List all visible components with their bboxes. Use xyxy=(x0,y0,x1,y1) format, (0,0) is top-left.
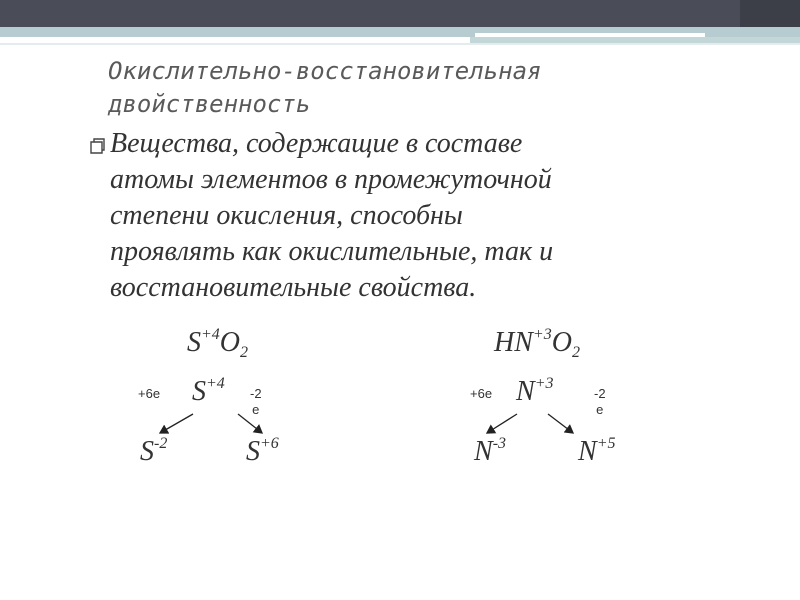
formula-subscript: 2 xyxy=(240,344,249,361)
electron-loss-value: -2 xyxy=(594,386,606,401)
formula-oxidation-state: +4 xyxy=(201,326,220,343)
formula-element: N xyxy=(578,436,597,467)
formula-element: S xyxy=(187,327,201,358)
formula-element: S xyxy=(192,376,206,407)
arrow-right-down-icon xyxy=(238,414,262,433)
arrow-left-down-icon xyxy=(487,414,517,433)
formula-element: HN xyxy=(494,327,533,358)
formula-element: S xyxy=(246,436,260,467)
formula-oxidation-state: +3 xyxy=(534,375,554,392)
formula-oxidation-state: +3 xyxy=(532,326,552,343)
electron-gain-label: +6е xyxy=(470,386,493,401)
body-line: атомы элементов в промежуточной xyxy=(110,164,552,195)
arrow-left-down-icon xyxy=(160,414,193,433)
formula-element: N xyxy=(516,376,535,407)
formula-subscript: 2 xyxy=(571,344,580,361)
formula-element: S xyxy=(140,436,154,467)
formula-oxidation-state: +5 xyxy=(596,435,616,452)
formula-oxidation-state: +6 xyxy=(260,435,279,452)
electron-gain-label: +6е xyxy=(138,386,161,401)
slide-title-line-1: Окислительно-восстановительная xyxy=(108,57,542,85)
body-line: проявлять как окислительные, так и xyxy=(110,236,554,267)
body-line: степени окисления, способны xyxy=(110,200,463,231)
electron-loss-unit: е xyxy=(252,402,260,417)
formula-element: O xyxy=(551,327,572,358)
body-line: восстановительные свойства. xyxy=(110,272,477,303)
electron-loss-unit: е xyxy=(596,402,604,417)
arrow-right-down-icon xyxy=(548,414,573,433)
formula-oxidation-state: -2 xyxy=(154,435,168,452)
formula-oxidation-state: +4 xyxy=(206,375,225,392)
body-line: Вещества, содержащие в составе xyxy=(110,128,523,159)
formula-element: N xyxy=(474,436,493,467)
electron-loss-value: -2 xyxy=(250,386,262,401)
formula-oxidation-state: -3 xyxy=(492,435,507,452)
formula-element: O xyxy=(219,327,241,358)
slide-title-line-2: двойственность xyxy=(108,90,311,118)
